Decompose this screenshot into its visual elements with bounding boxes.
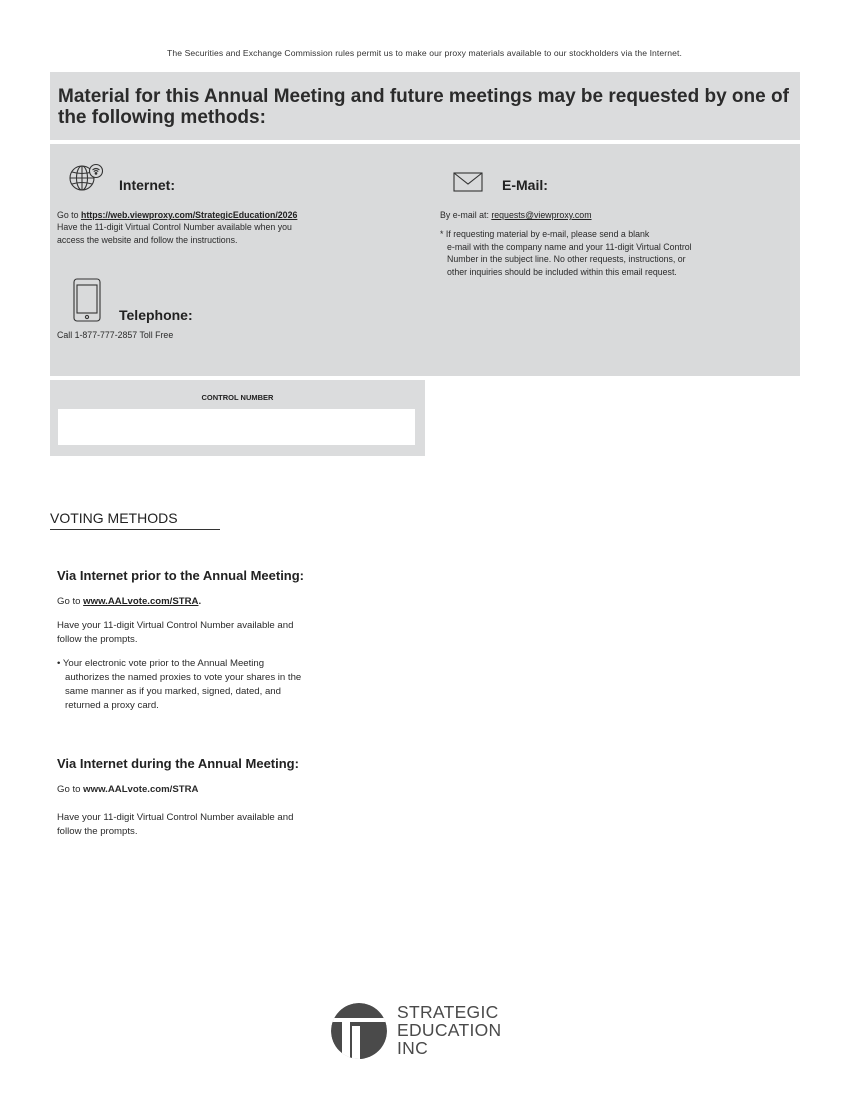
email-prefix: By e-mail at:: [440, 210, 492, 220]
envelope-icon: [453, 172, 483, 192]
control-number-label: CONTROL NUMBER: [201, 393, 274, 402]
company-logo: [330, 1002, 388, 1065]
email-title: E-Mail:: [502, 177, 548, 193]
header-band: [50, 72, 800, 140]
voting-prior-heading: Via Internet prior to the Annual Meeting:: [57, 568, 305, 583]
internet-url-link[interactable]: https://web.viewproxy.com/StrategicEducation/2026: [80, 210, 298, 220]
internet-goto-prefix: Go to: [57, 210, 81, 220]
voting-prior-bullet-line3: same manner as if you marked, signed, dated, and: [65, 686, 281, 697]
voting-during-heading: Via Internet during the Annual Meeting:: [57, 756, 299, 771]
voting-methods-title: VOTING METHODS: [50, 510, 220, 530]
voting-prior-bullet-line2: authorizes the named proxies to vote your shares in the: [65, 672, 302, 683]
header-title: Material for this Annual Meeting and future meetings may be requested by one of the following methods:: [58, 86, 789, 128]
voting-prior-goto-suffix: .: [198, 596, 202, 607]
voting-prior-goto-prefix: Go to: [57, 596, 84, 607]
intro-text: The Securities and Exchange Commission rules permit us to make our proxy materials available to our stockholders via the Internet.: [166, 48, 682, 58]
email-note-line4: other inquiries should be included within this email request.: [447, 266, 677, 277]
email-note-line3: Number in the subject line. No other requests, instructions, or: [447, 254, 686, 265]
voting-during-para-line1: Have your 11-digit Virtual Control Number available and: [57, 812, 294, 823]
phone-icon: [72, 278, 102, 322]
logo-mark-icon: [330, 1002, 388, 1060]
email-note-line1: * If requesting material by e-mail, please send a blank: [440, 229, 650, 240]
voting-during-url[interactable]: www.AALvote.com/STRA: [83, 784, 199, 795]
email-instructions: [440, 209, 790, 278]
internet-instructions: [57, 209, 427, 246]
voting-section-prior: [57, 568, 397, 713]
voting-during-goto-prefix: Go to: [57, 784, 84, 795]
telephone-title: Telephone:: [119, 307, 193, 323]
email-address-link[interactable]: requests@viewproxy.com: [491, 210, 592, 220]
email-note-line2: e-mail with the company name and your 11-digit Virtual Control: [447, 241, 692, 252]
globe-icon: [68, 162, 104, 192]
telephone-text: Call 1-877-777-2857 Toll Free: [57, 330, 174, 340]
voting-prior-url-link[interactable]: www.AALvote.com/STRA: [83, 596, 199, 607]
voting-prior-para-line2: follow the prompts.: [57, 634, 138, 645]
internet-title: Internet:: [119, 177, 175, 193]
logo-line2: EDUCATION: [397, 1020, 502, 1040]
voting-during-para-line2: follow the prompts.: [57, 826, 138, 837]
voting-prior-bullet-line1: • Your electronic vote prior to the Annual Meeting: [57, 658, 265, 669]
control-number-field: [58, 409, 415, 445]
voting-prior-para-line1: Have your 11-digit Virtual Control Number available and: [57, 620, 294, 631]
control-number-box: [50, 380, 425, 456]
logo-text: [397, 1003, 501, 1057]
internet-line3: access the website and follow the instructions.: [57, 234, 238, 245]
voting-section-during: [57, 756, 397, 839]
logo-line1: STRATEGIC: [397, 1002, 499, 1022]
voting-prior-bullet-line4: returned a proxy card.: [65, 700, 159, 711]
internet-line2: Have the 11-digit Virtual Control Number available when you: [57, 222, 292, 233]
logo-line3: INC: [397, 1038, 429, 1058]
